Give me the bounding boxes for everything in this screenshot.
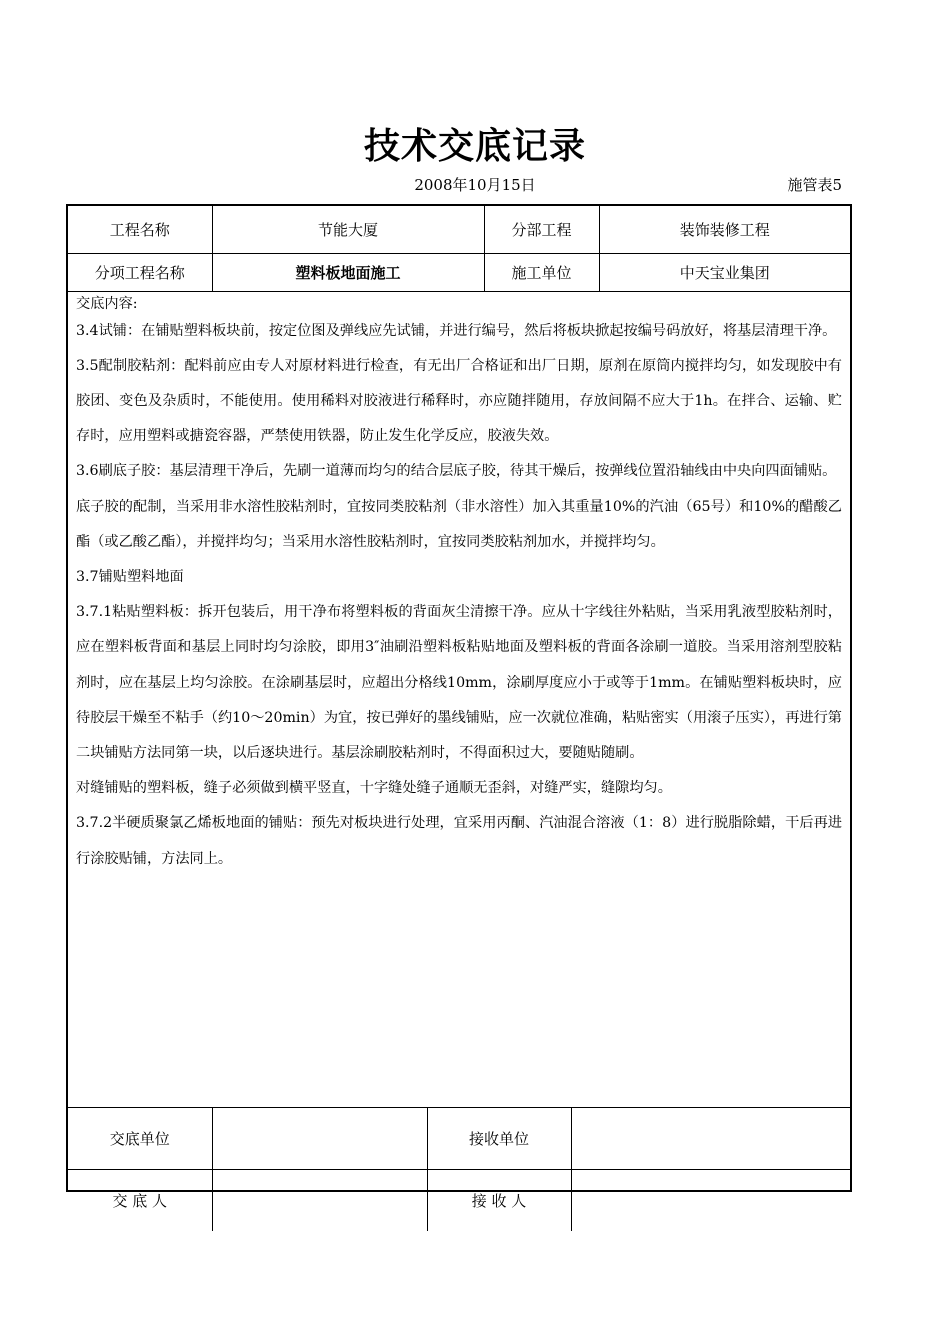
- paragraph-semi-rigid-pvc: 3.7.2半硬质聚氯乙烯板地面的铺贴：预先对板块进行处理，宜采用丙酮、汽油混合溶液（1：8）进行脱脂除蜡，干后再进行涂胶贴铺，方法同上。: [76, 815, 842, 867]
- receiving-unit-label: 接收单位: [427, 1107, 571, 1169]
- disclosure-content: [68, 292, 850, 1107]
- subitem-value: 塑料板地面施工: [212, 253, 484, 291]
- division-label: 分部工程: [484, 206, 599, 253]
- unit-label: 施工单位: [484, 253, 599, 291]
- issuing-unit-field[interactable]: [212, 1107, 427, 1169]
- division-value: 装饰装修工程: [599, 206, 850, 253]
- content-heading: 交底内容:: [76, 295, 138, 312]
- paragraph-trial-laying: 3.4试铺：在铺贴塑料板块前，按定位图及弹线应先试铺，并进行编号，然后将板块掀起按编号码放好，将基层清理干净。: [76, 322, 837, 339]
- issuer-field[interactable]: [212, 1169, 427, 1231]
- form-number: 施管表5: [787, 176, 842, 194]
- document-title: 技术交底记录: [363, 126, 586, 167]
- issuer-label: 交 底 人: [68, 1169, 212, 1231]
- paragraph-seam-laying: 对缝铺贴的塑料板，缝子必须做到横平竖直，十字缝处缝子通顺无歪斜，对缝严实，缝隙均匀。: [76, 780, 672, 797]
- project-name-value: 节能大厦: [212, 206, 484, 253]
- signature-table: [68, 1107, 850, 1231]
- subitem-label: 分项工程名称: [68, 253, 212, 291]
- header-table: [68, 206, 850, 292]
- paragraph-adhesive-prep: 3.5配制胶粘剂：配料前应由专人对原材料进行检查，有无出厂合格证和出厂日期，原剂在原筒内搅拌均匀，如发现胶中有胶团、变色及杂质时，不能使用。使用稀料对胶液进行稀释时，亦应随拌随用，存放间隔不应大于1h。在拌合、运输、贮存时，应用塑料或搪瓷容器，严禁使用铁器，防止发生化学反应，胶液失效。: [76, 357, 842, 445]
- unit-value: 中天宝业集团: [599, 253, 850, 291]
- header-row-subitem: [68, 253, 850, 291]
- signature-row-units: [68, 1107, 850, 1169]
- paragraph-primer-mix: 底子胶的配制，当采用非水溶性胶粘剂时，宜按同类胶粘剂（非水溶性）加入其重量10%的汽油（65号）和10%的醋酸乙酯（或乙酸乙酯），并搅拌均匀；当采用水溶性胶粘剂时，宜按同类胶粘剂加水，并搅拌均匀。: [76, 498, 842, 550]
- issuing-unit-label: 交底单位: [68, 1107, 212, 1169]
- receiver-field[interactable]: [571, 1169, 850, 1231]
- project-name-label: 工程名称: [68, 206, 212, 253]
- paragraph-laying-heading: 3.7铺贴塑料地面: [76, 568, 184, 585]
- header-row-project: [68, 206, 850, 253]
- paragraph-primer: 3.6刷底子胶：基层清理干净后，先刷一道薄而均匀的结合层底子胶，待其干燥后，按弹线位置沿轴线由中央向四面铺贴。: [76, 463, 837, 480]
- record-form: [66, 204, 852, 1210]
- receiving-unit-field[interactable]: [571, 1107, 850, 1169]
- receiver-label: 接 收 人: [427, 1169, 571, 1231]
- document-date: 2008年10月15日: [414, 176, 536, 194]
- signature-row-persons: [68, 1169, 850, 1231]
- paragraph-board-bonding: 3.7.1粘贴塑料板：拆开包装后，用干净布将塑料板的背面灰尘清擦干净。应从十字线往外粘贴，当采用乳液型胶粘剂时，应在塑料板背面和基层上同时均匀涂胶，即用3″油刷沿塑料板粘贴地面及塑料板的背面各涂刷一道胶。当采用溶剂型胶粘剂时，应在基层上均匀涂胶。在涂刷基层时，应超出分格线10mm，涂刷厚度应小于或等于1mm。在铺贴塑料板块时，应待胶层干燥至不粘手（约10～20min）为宜，按已弹好的墨线铺贴，应一次就位准确，粘贴密实（用滚子压实），再进行第二块铺贴方法同第一块，以后逐块进行。基层涂刷胶粘剂时，不得面积过大，要随贴随刷。: [76, 604, 842, 761]
